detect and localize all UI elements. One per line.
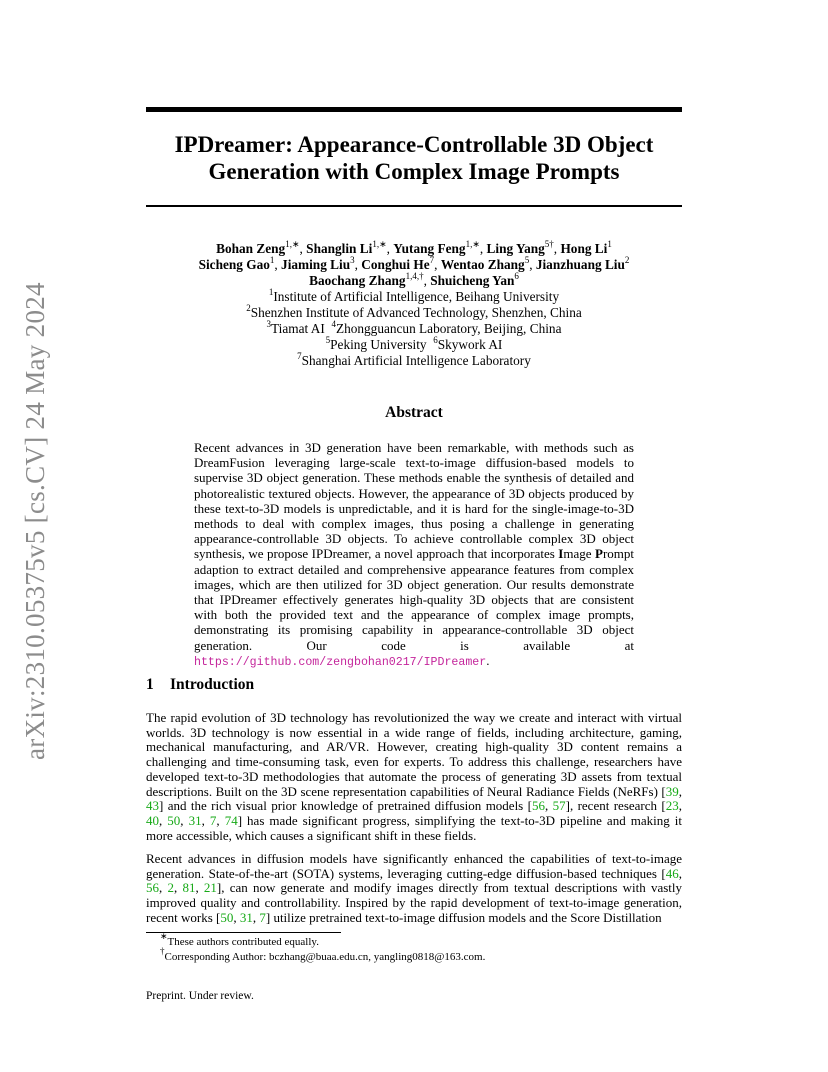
author-sup: 1 xyxy=(269,254,275,265)
author-sup: 1,∗ xyxy=(465,238,480,249)
affil-sup: 4 xyxy=(331,318,336,329)
preprint-notice: Preprint. Under review. xyxy=(146,990,254,1002)
affil-text: Shenzhen Institute of Advanced Technology, Shenzhen, China xyxy=(250,305,582,320)
title-top-rule xyxy=(146,107,682,112)
author-sup: 1,4,† xyxy=(405,270,424,281)
author-name: Baochang Zhang xyxy=(309,273,406,288)
abstract-heading: Abstract xyxy=(385,404,443,421)
author-name: Wentao Zhang xyxy=(440,257,525,272)
author-name: Bohan Zeng xyxy=(216,241,286,256)
affil-sup: 1 xyxy=(268,286,274,297)
citation-link[interactable]: 50 xyxy=(220,909,234,925)
citation-link[interactable]: 56 xyxy=(146,880,159,896)
footnote-text: Corresponding Author: bczhang@buaa.edu.cn, yangling0818@163.com. xyxy=(164,951,486,963)
abstract-text: . xyxy=(486,652,490,668)
abstract-bold-letter: I xyxy=(558,546,564,562)
author-sup: 3 xyxy=(350,254,355,265)
author-sup: 1 xyxy=(607,238,612,249)
footnote-2 xyxy=(160,946,486,964)
citation-link[interactable]: 7 xyxy=(209,812,217,828)
footnote-mark: † xyxy=(160,946,165,957)
author-name: Ling Yang xyxy=(486,241,545,256)
affil-sup: 7 xyxy=(297,350,302,361)
author-line-2: Sicheng Gao$^1$, Jiaming Liu$^3$, Conghui He$^7$, Wentao Zhang$^5$, Jianzhuang Liu$^2$ xyxy=(198,254,630,272)
author-sup: 5 xyxy=(524,254,530,265)
author-sup: 1,∗ xyxy=(372,238,387,249)
citation-link[interactable]: 39 xyxy=(665,783,679,799)
abstract-text: mage xyxy=(563,546,595,562)
affil-sup: 5 xyxy=(325,334,331,345)
section-heading xyxy=(146,676,254,694)
affil-text: Institute of Artificial Intelligence, Beihang University xyxy=(273,289,560,304)
author-name: Sicheng Gao xyxy=(198,257,270,272)
author-name: Yutang Feng xyxy=(393,241,466,256)
citation-link[interactable]: 40 xyxy=(146,812,159,828)
citation-link[interactable]: 74 xyxy=(224,812,238,828)
affiliation xyxy=(146,334,682,353)
citation-link[interactable]: 81 xyxy=(182,880,196,896)
citation-link[interactable]: 56 xyxy=(531,798,545,814)
citation-link[interactable]: 57 xyxy=(552,798,566,814)
para-text: The rapid evolution of 3D technology has revolutionized the way we create and interact with virtual worlds. 3D technology is now essential in a wide range of fields, including architecture, gaming, mechanical manufacturing, and AR/VR. However, creating high-quality 3D content remains a challenging and time-consuming task, even for experts. To address this challenge, researchers have developed text-to-3D methodologies that automate the process of generating 3D assets from textual descriptions. Built on the 3D scene representation capabilities of Neural Radiance Fields (NeRFs) [ xyxy=(146,710,682,799)
citation-link[interactable]: 43 xyxy=(146,798,159,814)
citation-link[interactable]: 23 xyxy=(665,798,679,814)
author-line-3: Baochang Zhang$^{1,4,\dagger}$, Shuicheng Yan$^6$ xyxy=(309,270,519,288)
section-title: Introduction xyxy=(170,676,255,693)
author-sup: 6 xyxy=(514,270,519,281)
title-line-1: IPDreamer: Appearance-Controllable 3D Object xyxy=(174,132,654,157)
author-name: Shanglin Li xyxy=(306,241,373,256)
citation-link[interactable]: 31 xyxy=(188,812,202,828)
intro-paragraph-2: Recent advances in diffusion models have significantly enhanced the capabilities of text-to-image generation. State-of-the-art (SOTA) systems, leveraging cutting-edge diffusion-based techniques [46, 56, 2, 81, 21], can now generate and modify images directly from textual descriptions with vastly improved quality and controllability. Inspired by the rapid development of text-to-image generation, recent works [50, 31, 7] utilize pretrained text-to-image diffusion models and the Score Distillation xyxy=(146,851,683,925)
citation-link[interactable]: 50 xyxy=(167,812,181,828)
para-text: ] and the rich visual prior knowledge of pretrained diffusion models [ xyxy=(159,798,532,814)
citation-link[interactable]: 46 xyxy=(665,865,679,881)
title-bottom-rule xyxy=(146,205,682,207)
footnote-text: These authors contributed equally. xyxy=(167,936,319,948)
affil-text: Peking University xyxy=(330,337,427,352)
author-block xyxy=(146,238,682,369)
affil-sup: 3 xyxy=(266,318,271,329)
paper-title xyxy=(146,131,682,185)
footnote-1 xyxy=(160,931,319,949)
author-name: Jiaming Liu xyxy=(281,257,351,272)
author-name: Jianzhuang Liu xyxy=(535,257,625,272)
affil-text: Skywork AI xyxy=(437,337,503,352)
author-sup: 2 xyxy=(624,254,630,265)
author-name: Hong Li xyxy=(560,241,608,256)
affil-sup: 6 xyxy=(433,334,438,345)
citation-link[interactable]: 31 xyxy=(239,909,253,925)
affiliation xyxy=(146,350,682,369)
abstract-text: rompt adaption to extract detailed and comprehensive appearance features from complex images, which are then utilized for 3D object generation. Our results demonstrate that IPDreamer effectively generates high-quality 3D objects that are consistent with both the provided text and the appearance of complex image prompts, demonstrating its promising capability in appearance-controllable 3D object generation. Our code is available at xyxy=(194,546,635,653)
para-text: ], can now generate and modify images directly from textual descriptions with vastly improved quality and controllability. Inspired by the rapid development of text-to-image generation, recent works [ xyxy=(146,880,683,925)
affil-text: Shanghai Artificial Intelligence Laboratory xyxy=(301,353,531,368)
author-sup: 1,∗ xyxy=(285,238,300,249)
affiliation xyxy=(146,286,682,305)
title-line-2: Generation with Complex Image Prompts xyxy=(208,159,620,184)
author-sup: 7 xyxy=(429,254,435,265)
affiliation xyxy=(146,302,682,321)
abstract-text: Recent advances in 3D generation have been remarkable, with methods such as DreamFusion leveraging large-scale text-to-image diffusion-based models to supervise 3D object generation. These methods enable the synthesis of detailed and photorealistic textured objects. However, the appearance of 3D objects produced by these text-to-3D models is unpredictable, and it is hard for the single-image-to-3D methods to deal with complex images, thus posing a challenge in generating appearance-controllable 3D objects. To achieve controllable complex 3D object synthesis, we propose IPDreamer, a novel approach that incorporates xyxy=(194,440,634,562)
footnote-mark: ∗ xyxy=(160,931,168,942)
para-text: ] utilize pretrained text-to-image diffusion models and the Score Distillation xyxy=(265,909,662,925)
citation-link[interactable]: 2 xyxy=(167,880,174,896)
affiliation-list xyxy=(146,286,682,369)
section-number: 1 xyxy=(146,676,154,693)
para-text: Recent advances in diffusion models have significantly enhanced the capabilities of text-to-image generation. State-of-the-art (SOTA) systems, leveraging cutting-edge diffusion-based techniques [ xyxy=(146,851,682,881)
intro-paragraph-1: The rapid evolution of 3D technology has revolutionized the way we create and interact with virtual worlds. 3D technology is now essential in a wide range of fields, including architecture, gaming, mechanical manufacturing, and AR/VR. However, creating high-quality 3D content remains a challenging and time-consuming task, even for experts. To address this challenge, researchers have developed text-to-3D methodologies that automate the process of generating 3D assets from textual descriptions. Built on the 3D scene representation capabilities of Neural Radiance Fields (NeRFs) [39, 43] and the rich visual prior knowledge of pretrained diffusion models [56, 57], recent research [23, 40, 50, 31, 7, 74] has made significant progress, simplifying the text-to-3D pipeline and making it more accessible, which causes a significant shift in these fields. xyxy=(146,710,683,843)
author-name: Conghui He xyxy=(361,257,430,272)
footnote-rule xyxy=(146,932,341,933)
citation-link[interactable]: 21 xyxy=(203,880,217,896)
abstract-bold-letter: P xyxy=(595,546,603,562)
citation-link[interactable]: 7 xyxy=(259,909,266,925)
affil-sup: 2 xyxy=(246,302,251,313)
affil-text: Tiamat AI xyxy=(271,321,325,336)
code-link[interactable]: https://github.com/zengbohan0217/IPDreamer xyxy=(194,655,487,669)
author-sup: 5† xyxy=(544,238,554,249)
abstract-body xyxy=(194,440,634,670)
arxiv-sidebar-stamp: arXiv:2310.05375v5 [cs.CV] 24 May 2024 xyxy=(20,282,50,760)
para-text: ], recent research [ xyxy=(565,798,666,814)
affiliation xyxy=(146,318,682,337)
author-line-1: Bohan Zeng$^{1,∗}$, Shanglin $Li^{1,∗}$, Yutang Feng$^{1,∗}$, Ling Yang$^{5\dagger}$, Hong Li$^1$ xyxy=(216,238,612,256)
para-text: ] has made significant progress, simplifying the text-to-3D pipeline and making it more accessible, which causes a significant shift in these fields. xyxy=(146,812,683,843)
author-name: Shuicheng Yan xyxy=(430,273,515,288)
affil-text: Zhongguancun Laboratory, Beijing, China xyxy=(335,321,562,336)
